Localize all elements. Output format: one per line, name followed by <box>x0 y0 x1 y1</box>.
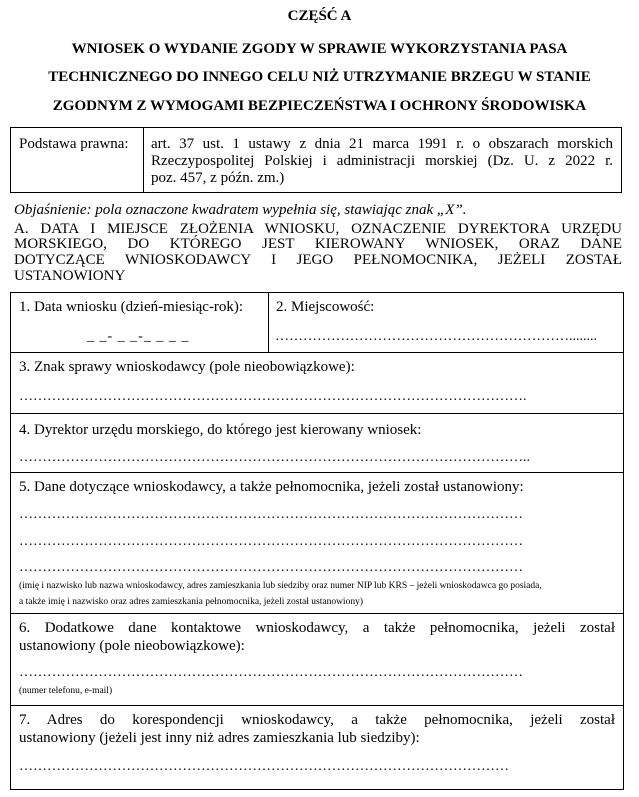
field-4-label: 4. Dyrektor urzędu morskiego, do którego jest kierowany wniosek: <box>19 422 422 438</box>
correspondence-address-input[interactable]: …………………………………………………………………………………………… <box>19 759 509 774</box>
form-title-line-3: ZGODNYM Z WYMOGAMI BEZPIECZEŃSTWA I OCHRONY ŚRODOWISKA <box>52 98 587 114</box>
row-divider <box>11 613 623 614</box>
date-input[interactable]: _ _- _ _-_ _ _ _ <box>87 329 190 344</box>
row-divider <box>11 352 623 353</box>
applicant-data-input-line-1[interactable]: ……………………………………………………………………………………………… <box>19 507 523 522</box>
field-1-label: 1. Data wniosku (dzień-miesiąc-rok): <box>19 299 244 315</box>
legal-basis-divider <box>143 128 144 192</box>
case-reference-input[interactable]: ………………………………………………………………………………………………. <box>19 389 527 404</box>
contact-data-input[interactable]: ……………………………………………………………………………………………… <box>19 665 523 680</box>
section-a-line-4: USTANOWIONY <box>14 268 126 284</box>
row-divider <box>11 472 623 473</box>
field-6-label-line-1: 6. Dodatkowe dane kontaktowe wnioskodawcy, a także pełnomocnika, jeżeli został <box>19 620 615 636</box>
column-divider <box>268 293 269 352</box>
field-5-note-2: a także imię i nazwisko oraz adres zamieszkania pełnomocnika, jeżeli został ustanowiony) <box>19 597 363 607</box>
field-5-note-1: (imię i nazwisko lub nazwa wnioskodawcy, adres zamieszkania lub siedziby oraz numer NIP lub KRS – jeżeli wnioskodawca go posiada, <box>19 581 542 591</box>
form-title-line-1: WNIOSEK O WYDANIE ZGODY W SPRAWIE WYKORZYSTANIA PASA <box>71 41 568 57</box>
legal-basis-text-1: art. 37 ust. 1 ustawy z dnia 21 marca 1991 r. o obszarach morskich <box>151 136 613 152</box>
field-3-label: 3. Znak sprawy wnioskodawcy (pole nieobowiązkowe): <box>19 359 355 375</box>
form-table <box>10 292 624 790</box>
field-6-note: (numer telefonu, e-mail) <box>19 686 113 696</box>
section-a-line-3: DOTYCZĄCE WNIOSKODAWCY I JEGO PEŁNOMOCNIKA, JEŻELI ZOSTAŁ <box>14 252 622 268</box>
explanation-text: Objaśnienie: pola oznaczone kwadratem wypełnia się, stawiając znak „X”. <box>14 202 467 218</box>
field-7-label-line-2: ustanowiony (jeżeli jest inny niż adres zamieszkania lub siedziby): <box>19 730 420 746</box>
applicant-data-input-line-3[interactable]: ……………………………………………………………………………………………… <box>19 560 523 575</box>
maritime-director-input[interactable]: ……………………………………………………………………………………………….. <box>19 450 530 465</box>
row-divider <box>11 705 623 706</box>
city-input[interactable]: ………………………………………………………........ <box>275 329 597 344</box>
legal-basis-label: Podstawa prawna: <box>19 136 129 152</box>
row-divider <box>11 413 623 414</box>
form-title-line-2: TECHNICZNEGO DO INNEGO CELU NIŻ UTRZYMANIE BRZEGU W STANIE <box>48 69 591 85</box>
section-a-line-1: A. DATA I MIEJSCE ZŁOŻENIA WNIOSKU, OZNACZENIE DYREKTORA URZĘDU <box>14 221 622 237</box>
section-a-line-2: MORSKIEGO, DO KTÓREGO JEST KIEROWANY WNIOSEK, ORAZ DANE <box>14 236 622 252</box>
legal-basis-text-3: poz. 457, z późn. zm.) <box>151 170 285 186</box>
applicant-data-input-line-2[interactable]: ……………………………………………………………………………………………… <box>19 534 523 549</box>
legal-basis-box <box>10 127 622 193</box>
field-5-label: 5. Dane dotyczące wnioskodawcy, a także pełnomocnika, jeżeli został ustanowiony: <box>19 479 524 495</box>
field-7-label-line-1: 7. Adres do korespondencji wnioskodawcy, a także pełnomocnika, jeżeli został <box>19 712 615 728</box>
field-6-label-line-2: ustanowiony (pole nieobowiązkowe): <box>19 638 245 654</box>
legal-basis-text-2: Rzeczypospolitej Polskiej i administracji morskiej (Dz. U. z 2022 r. <box>151 153 613 169</box>
part-title: CZĘŚĆ A <box>287 8 352 24</box>
field-2-label: 2. Miejscowość: <box>276 299 375 315</box>
